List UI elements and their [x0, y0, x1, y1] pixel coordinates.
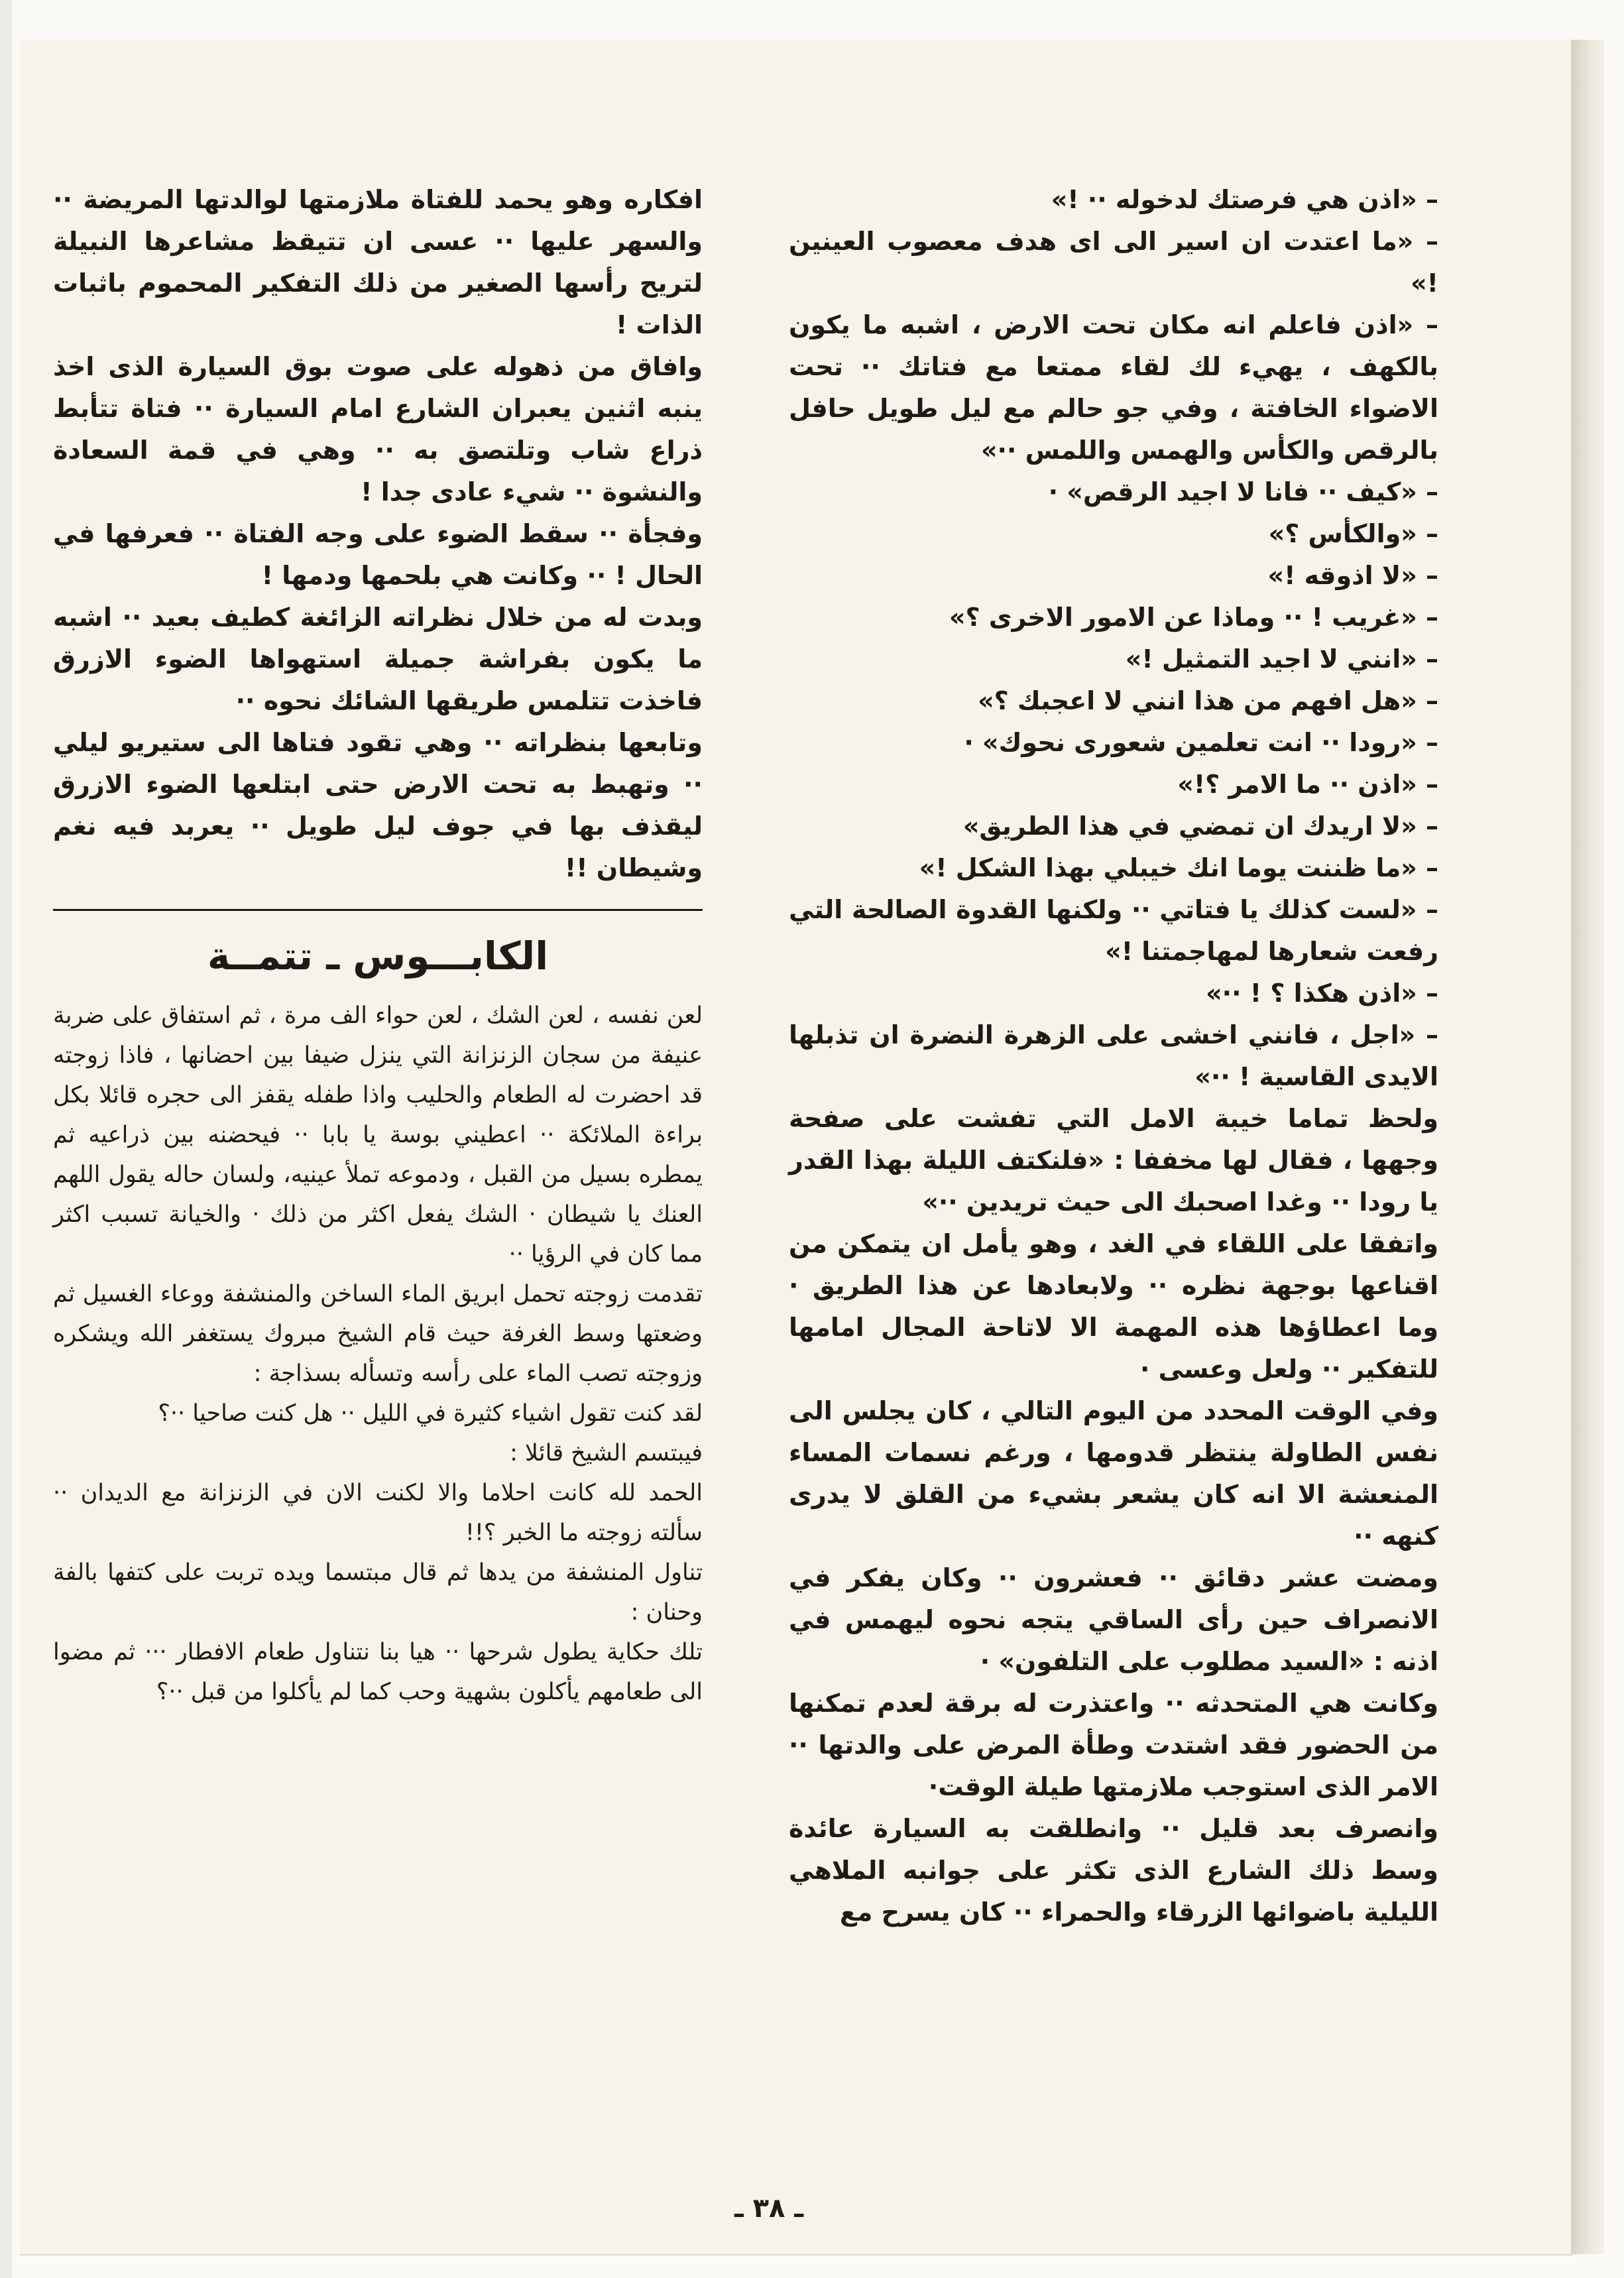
paragraph: الحمد لله كانت احلاما والا لكنت الان في الزنزانة مع الديدان ·· سألته زوجته ما الخبر ؟!!	[53, 1480, 703, 1546]
paragraph: واتفقا على اللقاء في الغد ، وهو يأمل ان يتمكن من اقناعها بوجهة نظره ·· ولابعادها عن هذا الطريق · وما اعطاؤها هذه المهمة الا لاتاحة المجال امامها للتفكير ·· ولعل وعسى ·	[789, 1229, 1438, 1384]
paragraph: – «كيف ·· فانا لا اجيد الرقص» ·	[1048, 477, 1438, 507]
paragraph: وفجأة ·· سقط الضوء على وجه الفتاة ·· فعرفها في الحال ! ·· وكانت هي بلحمها ودمها !	[53, 519, 703, 590]
paragraph: وفي الوقت المحدد من اليوم التالي ، كان يجلس الى نفس الطاولة ينتظر قدومها ، ورغم نسمات المساء المنعشة الا انه كان يشعر بشيء من القلق لا يدرى كنهه ··	[789, 1396, 1438, 1551]
paragraph: – «ما اعتدت ان اسير الى اى هدف معصوب العينين !»	[789, 227, 1438, 298]
story-continuation	[53, 179, 703, 889]
paragraph: – «اذن فاعلم انه مكان تحت الارض ، اشبه ما يكون بالكهف ، يهيء لك لقاء ممتعا مع فتاتك ·· تحت الاضواء الخافتة ، وفي جو حالم مع ليل طويل حافل بالرقص والكأس والهمس واللمس ··»	[789, 310, 1438, 465]
nightmare-continuation	[53, 996, 703, 1712]
paragraph: وانصرف بعد قليل ·· وانطلقت به السيارة عائدة وسط ذلك الشارع الذى تكثر على جوانبه الملاهي الليلية باضوائها الزرقاء والحمراء ·· كان يسرح مع	[789, 1814, 1438, 1927]
paragraph: وتابعها بنظراته ·· وهي تقود فتاها الى ستيريو ليلي ·· وتهبط به تحت الارض حتى ابتلعها الضوء الازرق ليقذف بها في جوف ليل طويل ·· يعربد فيه نغم وشيطان !!	[53, 728, 703, 882]
paragraph: – «اجل ، فانني اخشى على الزهرة النضرة ان تذبلها الايدى القاسية ! ··»	[789, 1020, 1438, 1091]
paragraph: – «انني لا اجيد التمثيل !»	[1125, 644, 1438, 674]
section-divider	[53, 909, 703, 911]
page-binding-edge	[1571, 40, 1604, 2254]
paragraph: تناول المنشفة من يدها ثم قال مبتسما ويده تربت على كتفها بالفة وحنان :	[53, 1559, 703, 1626]
paragraph: – «رودا ·· انت تعلمين شعورى نحوك» ·	[964, 728, 1438, 757]
paragraph: تقدمت زوجته تحمل ابريق الماء الساخن والمنشفة ووعاء الغسيل ثم وضعتها وسط الغرفة حيث قام الشيخ مبروك يستغفر الله ويشكره وزوجته تصب الماء على رأسه وتسأله بسذاجة :	[53, 1281, 703, 1387]
paragraph: – «لا اذوقه !»	[1267, 561, 1438, 590]
paragraph: – «اذن ·· ما الامر ؟!»	[1177, 770, 1438, 799]
paragraph: – «لا اريدك ان تمضي في هذا الطريق»	[962, 811, 1438, 841]
left-text-column	[53, 179, 703, 1712]
page-number: ـ ٣٨ ـ	[734, 2193, 804, 2224]
paragraph: – «اذن هكذا ؟ ! ··»	[1206, 979, 1438, 1008]
scan-edge	[0, 0, 12, 2278]
paragraph: – «ما ظننت يوما انك خيبلي بهذا الشكل !»	[919, 853, 1438, 882]
paragraph: – «هل افهم من هذا انني لا اعجبك ؟»	[978, 686, 1438, 715]
paragraph: – «والكأس ؟»	[1268, 519, 1438, 548]
paragraph: ولحظ تماما خيبة الامل التي تفشت على صفحة وجهها ، فقال لها مخففا : «فلنكتف الليلة بهذا القدر يا رودا ·· وغدا اصحبك الى حيث تريدين ··»	[789, 1104, 1438, 1217]
paragraph: وكانت هي المتحدثه ·· واعتذرت له برقة لعدم تمكنها من الحضور فقد اشتدت وطأة المرض على والدتها ·· الامر الذى استوجب ملازمتها طيلة الوقت·	[789, 1689, 1438, 1801]
right-text-column	[789, 179, 1438, 1933]
paragraph: وافاق من ذهوله على صوت بوق السيارة الذى اخذ ينبه اثنين يعبران الشارع امام السيارة ·· فتاة تتأبط ذراع شاب وتلتصق به ·· وهي في قمة السعادة والنشوة ·· شيء عادى جدا !	[53, 352, 703, 507]
section-title: الكابـــوس ـ تتمــة	[207, 933, 549, 979]
paragraph: فيبتسم الشيخ قائلا :	[510, 1440, 703, 1467]
paragraph: – «غريب ! ·· وماذا عن الامور الاخرى ؟»	[949, 603, 1438, 632]
paragraph: افكاره وهو يحمد للفتاة ملازمتها لوالدتها المريضة ·· والسهر عليها ·· عسى ان تتيقظ مشاعرها النبيلة لتريح رأسها الصغير من ذلك التفكير المحموم باثبات الذات !	[53, 185, 703, 339]
paragraph: ومضت عشر دقائق ·· فعشرون ·· وكان يفكر في الانصراف حين رأى الساقي يتجه نحوه ليهمس في اذنه : «السيد مطلوب على التلفون» ·	[789, 1563, 1438, 1676]
paragraph: – «لست كذلك يا فتاتي ·· ولكنها القدوة الصالحة التي رفعت شعارها لمهاجمتنا !»	[789, 895, 1438, 966]
paragraph: وبدت له من خلال نظراته الزائغة كطيف بعيد ·· اشبه ما يكون بفراشة جميلة استهواها الضوء الازرق فاخذت تتلمس طريقها الشائك نحوه ··	[53, 603, 703, 715]
paragraph: لقد كنت تقول اشياء كثيرة في الليل ·· هل كنت صاحيا ··؟	[158, 1400, 703, 1427]
paragraph: تلك حكاية يطول شرحها ·· هيا بنا نتناول طعام الافطار ··· ثم مضوا الى طعامهم يأكلون بشهية وحب كما لم يأكلوا من قبل ··؟	[53, 1639, 703, 1705]
paragraph: لعن نفسه ، لعن الشك ، لعن حواء الف مرة ، ثم استفاق على ضربة عنيفة من سجان الزنزانة التي ينزل ضيفا بين احضانها ، فاذا زوجته قد احضرت له الطعام والحليب واذا طفله يقفز الى حجره قائلا بكل براءة الملائكة ·· اعطيني بوسة يا بابا ·· فيحضنه بين ذراعيه ثم يمطره بسيل من القبل ، ودموعه تملأ عينيه، ولسان حاله يقول اللهم العنك يا شيطان · الشك يفعل اكثر من ذلك · والخيانة تسبب اكثر مما كان في الرؤيا ··	[53, 1002, 703, 1268]
paragraph: – «اذن هي فرصتك لدخوله ·· !»	[1051, 185, 1438, 214]
